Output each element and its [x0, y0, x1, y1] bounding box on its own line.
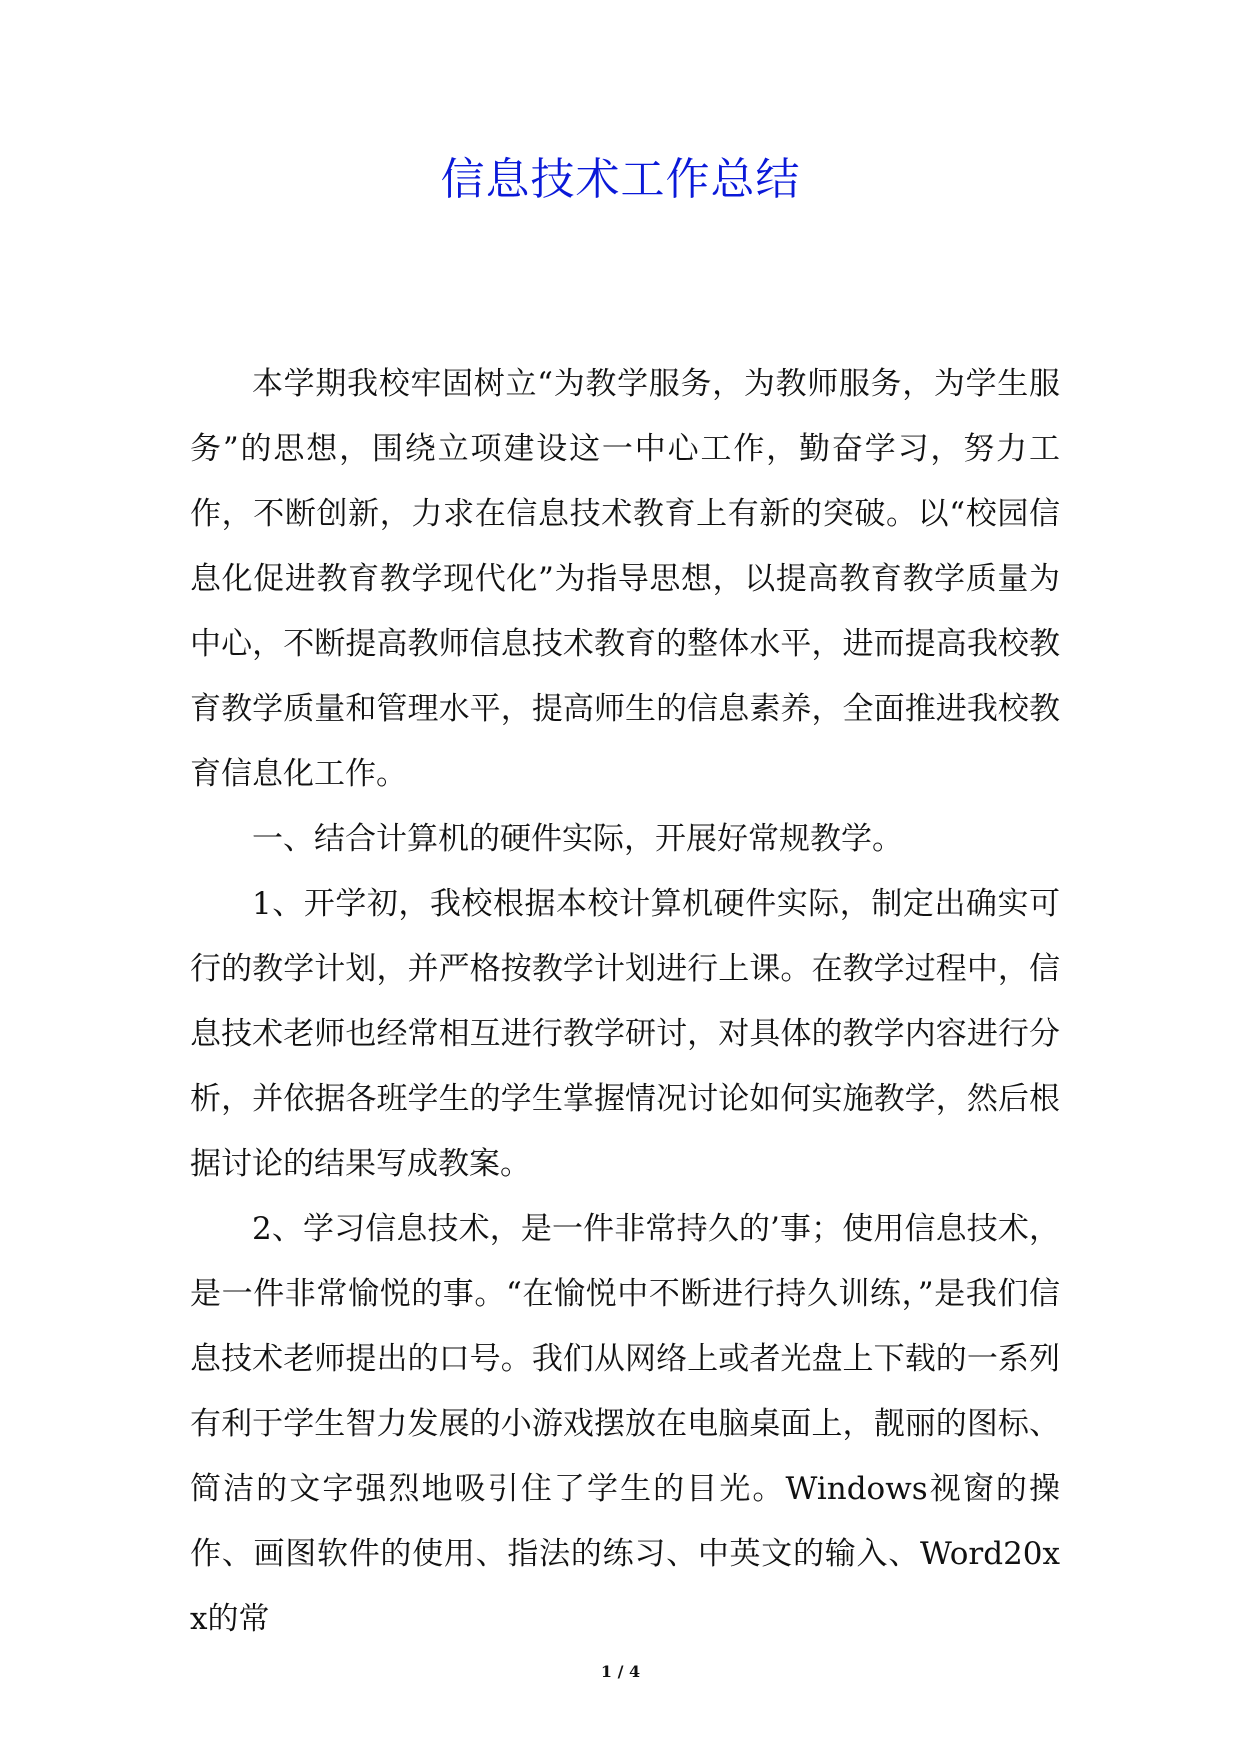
section-heading: 一、结合计算机的硬件实际，开展好常规教学。	[252, 821, 903, 857]
page-number: 1 / 4	[600, 1662, 641, 1681]
document-body	[190, 352, 1060, 1652]
paragraph: 2、学习信息技术，是一件非常持久的’事；使用信息技术，是一件非常愉悦的事。“在愉悦中不断进行持久训练，”是我们信息技术老师提出的口号。我们从网络上或者光盘上下载的一系列有利于学生智力发展的小游戏摆放在电脑桌面上，靓丽的图标、简洁的文字强烈地吸引住了学生的目光。Windows视窗的操作、画图软件的使用、指法的练习、中英文的输入、Word20xx的常	[190, 1211, 1060, 1637]
document-title: 信息技术工作总结	[440, 154, 801, 205]
paragraph: 1、开学初，我校根据本校计算机硬件实际，制定出确实可行的教学计划，并严格按教学计划进行上课。在教学过程中，信息技术老师也经常相互进行教学研讨，对具体的教学内容进行分析，并依据各班学生的学生掌握情况讨论如何实施教学，然后根据讨论的结果写成教案。	[190, 886, 1060, 1182]
paragraph: 本学期我校牢固树立“为教学服务，为教师服务，为学生服务”的思想，围绕立项建设这一中心工作，勤奋学习，努力工作，不断创新，力求在信息技术教育上有新的突破。以“校园信息化促进教育教学现代化”为指导思想，以提高教育教学质量为中心，不断提高教师信息技术教育的整体水平，进而提高我校教育教学质量和管理水平，提高师生的信息素养，全面推进我校教育信息化工作。	[190, 366, 1060, 792]
